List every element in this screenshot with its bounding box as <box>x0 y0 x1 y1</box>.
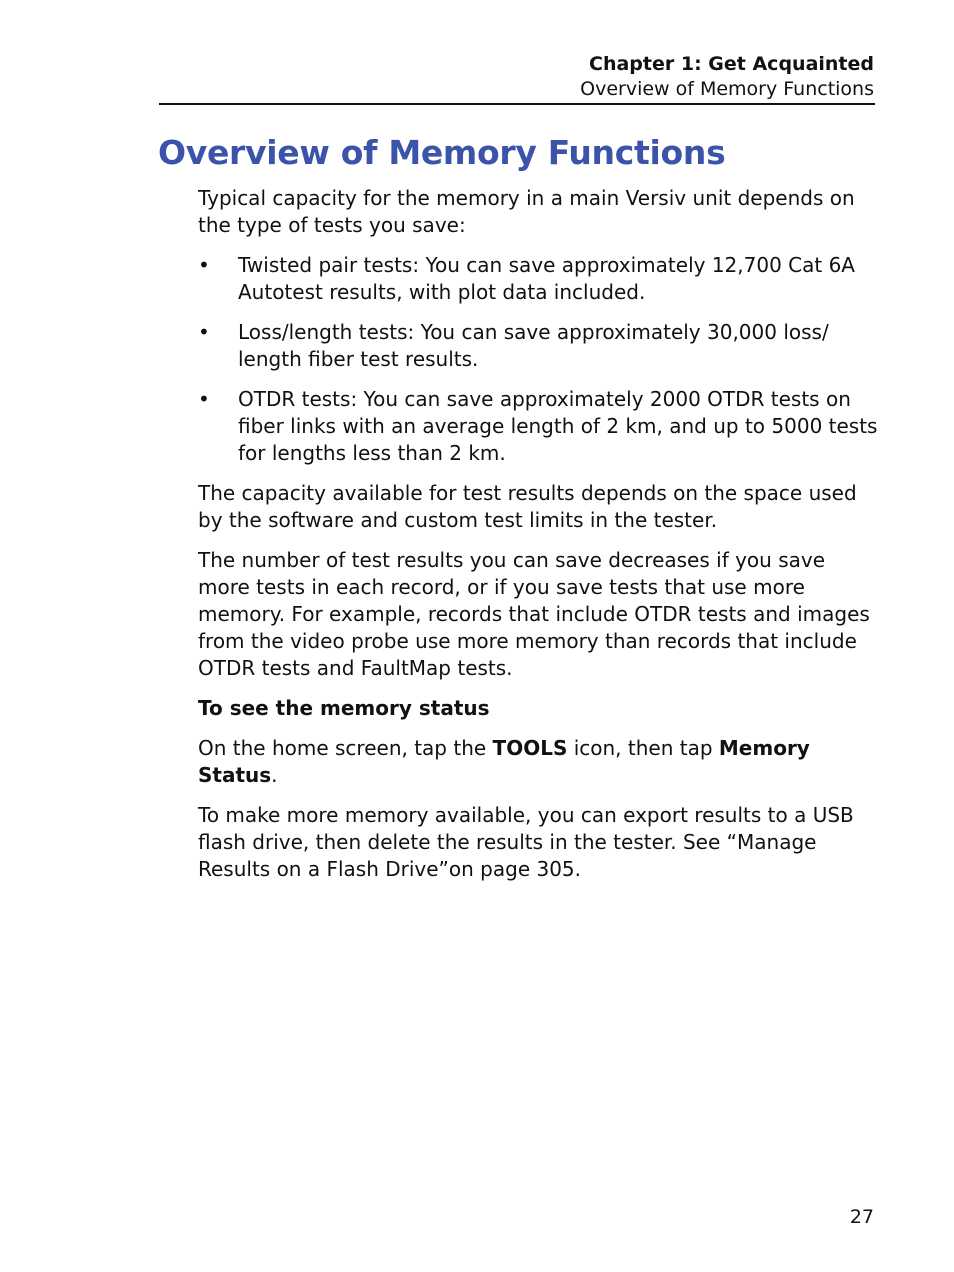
chapter-title: Chapter 1: Get Acquainted <box>589 53 874 75</box>
list-item-text: Twisted pair tests: You can save approximately 12,700 Cat 6A Autotest results, with plot data included. <box>238 253 855 304</box>
capacity-paragraph: The capacity available for test results depends on the space used by the software and custom test limits in the tester. <box>198 481 857 532</box>
bullet-icon: • <box>198 320 210 344</box>
list-item-text: Loss/length tests: You can save approximately 30,000 loss/ length fiber test results. <box>238 320 829 371</box>
list-item <box>198 386 878 467</box>
page-title: Overview of Memory Functions <box>158 133 726 172</box>
intro-paragraph: Typical capacity for the memory in a main Versiv unit depends on the type of tests you save: <box>198 186 855 237</box>
procedure-step <box>198 735 878 789</box>
list-item-text: OTDR tests: You can save approximately 2000 OTDR tests on fiber links with an average length of 2 km, and up to 5000 tests for lengths less than 2 km. <box>238 387 878 465</box>
procedure-heading: To see the memory status <box>198 696 490 720</box>
capacity-list <box>198 252 878 467</box>
main-content <box>198 185 878 896</box>
closing-paragraph: To make more memory available, you can export results to a USB flash drive, then delete the results in the tester. See “Manage Results on a Flash Drive”on page 305. <box>198 803 854 881</box>
record-size-paragraph: The number of test results you can save decreases if you save more tests in each record, or if you save tests that use more memory. For example, records that include OTDR tests and images from the video probe use more memory than records that include OTDR tests and FaultMap tests. <box>198 548 870 680</box>
page-number: 27 <box>849 1206 874 1228</box>
list-item <box>198 319 878 373</box>
step-text: . <box>271 763 278 787</box>
bullet-icon: • <box>198 253 210 277</box>
tools-label: TOOLS <box>492 736 568 760</box>
memory-status-label: Memory Status <box>198 736 810 787</box>
section-title: Overview of Memory Functions <box>580 78 874 100</box>
header-divider <box>159 103 875 105</box>
step-text: On the home screen, tap the <box>198 736 493 760</box>
list-item <box>198 252 878 306</box>
step-text: icon, then tap <box>567 736 719 760</box>
running-header <box>580 52 874 102</box>
bullet-icon: • <box>198 387 210 411</box>
